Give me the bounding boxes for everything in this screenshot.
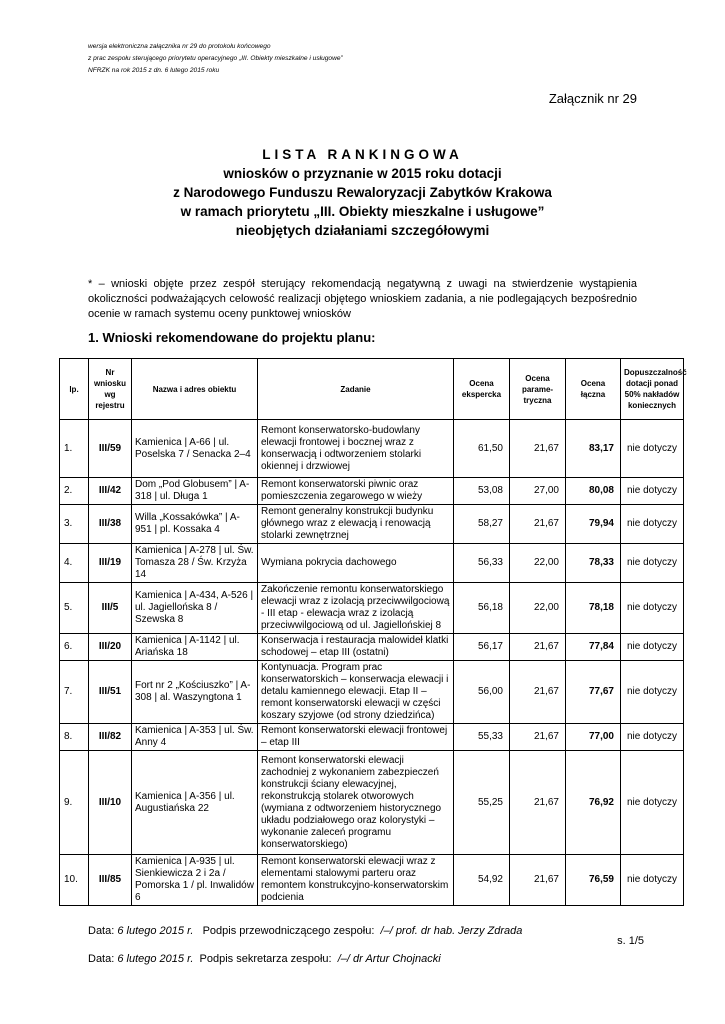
cell-param: 21,67 bbox=[510, 505, 566, 544]
page-number: s. 1/5 bbox=[617, 935, 644, 947]
footer-signature-label-1: Podpis przewodniczącego zespołu: bbox=[202, 925, 375, 937]
table-row bbox=[60, 661, 684, 724]
header-lp: lp. bbox=[60, 359, 89, 420]
cell-name: Kamienica | A-434, A-526 | ul. Jagiellońska 8 / Szewska 8 bbox=[132, 583, 258, 634]
cell-nr: III/19 bbox=[89, 544, 132, 583]
cell-name: Kamienica | A-353 | ul. Św. Anny 4 bbox=[132, 724, 258, 751]
table-row bbox=[60, 505, 684, 544]
cell-allowed: nie dotyczy bbox=[621, 634, 684, 661]
cell-allowed: nie dotyczy bbox=[621, 505, 684, 544]
cell-allowed: nie dotyczy bbox=[621, 544, 684, 583]
cell-expert: 55,25 bbox=[454, 751, 510, 855]
cell-expert: 56,18 bbox=[454, 583, 510, 634]
cell-task: Remont konserwatorski elewacji frontowej – etap III bbox=[258, 724, 454, 751]
footer-date-label-1: Data: bbox=[88, 925, 115, 937]
cell-lp: 1. bbox=[60, 420, 89, 478]
cell-total: 76,92 bbox=[566, 751, 621, 855]
cell-task: Remont generalny konstrukcji budynku głównego wraz z elewacją i renowacją stolarki zewnętrznej bbox=[258, 505, 454, 544]
cell-name: Kamienica | A-66 | ul. Poselska 7 / Senacka 2–4 bbox=[132, 420, 258, 478]
cell-expert: 55,33 bbox=[454, 724, 510, 751]
header-name: Nazwa i adres obiektu bbox=[132, 359, 258, 420]
table-row bbox=[60, 583, 684, 634]
cell-task: Remont konserwatorski piwnic oraz pomieszczenia zegarowego w wieży bbox=[258, 478, 454, 505]
cell-total: 83,17 bbox=[566, 420, 621, 478]
annex-label: Załącznik nr 29 bbox=[548, 91, 637, 106]
footer-line-1 bbox=[88, 925, 522, 937]
table-row bbox=[60, 478, 684, 505]
cell-lp: 8. bbox=[60, 724, 89, 751]
footer-date-label-2: Data: bbox=[88, 953, 115, 965]
cell-task: Remont konserwatorsko-budowlany elewacji frontowej i bocznej wraz z konserwacją i odtworzeniem stolarki okiennej i drzwiowej bbox=[258, 420, 454, 478]
cell-lp: 5. bbox=[60, 583, 89, 634]
cell-nr: III/51 bbox=[89, 661, 132, 724]
cell-name: Kamienica | A-935 | ul. Sienkiewicza 2 i 2a / Pomorska 1 / pl. Inwalidów 6 bbox=[132, 855, 258, 906]
cell-nr: III/82 bbox=[89, 724, 132, 751]
footer-signature-2: /–/ dr Artur Chojnacki bbox=[337, 953, 441, 965]
footnote-paragraph: * – wnioski objęte przez zespół sterujący rekomendacją negatywną z uwagi na stwierdzenie wystąpienia okoliczności podważających celowość realizacji objętego wnioskiem zadania, a nie podlegających bezpośrednio ocenie w ramach systemu oceny punktowej wniosków bbox=[88, 278, 637, 320]
cell-lp: 9. bbox=[60, 751, 89, 855]
cell-name: Kamienica | A-278 | ul. Św. Tomasza 28 / Św. Krzyża 14 bbox=[132, 544, 258, 583]
footer-signature-1: /–/ prof. dr hab. Jerzy Zdrada bbox=[380, 925, 523, 937]
cell-expert: 56,00 bbox=[454, 661, 510, 724]
cell-total: 77,84 bbox=[566, 634, 621, 661]
cell-nr: III/59 bbox=[89, 420, 132, 478]
cell-total: 80,08 bbox=[566, 478, 621, 505]
cell-param: 22,00 bbox=[510, 583, 566, 634]
cell-task: Kontynuacja. Program prac konserwatorskich – konserwacja elewacji i detalu kamiennego elewacji. Etap II – remont konserwatorski elewacji w części koszary szyjowe (od strony dziedzińca) bbox=[258, 661, 454, 724]
cell-expert: 53,08 bbox=[454, 478, 510, 505]
cell-nr: III/42 bbox=[89, 478, 132, 505]
cell-name: Fort nr 2 „Kościuszko” | A-308 | al. Waszyngtona 1 bbox=[132, 661, 258, 724]
cell-param: 27,00 bbox=[510, 478, 566, 505]
cell-param: 21,67 bbox=[510, 724, 566, 751]
header-nr: Nr wniosku wg rejestru bbox=[89, 359, 132, 420]
cell-task: Wymiana pokrycia dachowego bbox=[258, 544, 454, 583]
cell-lp: 6. bbox=[60, 634, 89, 661]
title-line-5: nieobjętych działaniami szczegółowymi bbox=[235, 223, 490, 238]
cell-nr: III/10 bbox=[89, 751, 132, 855]
table-row bbox=[60, 855, 684, 906]
cell-total: 79,94 bbox=[566, 505, 621, 544]
document-title bbox=[88, 145, 637, 240]
table-row bbox=[60, 634, 684, 661]
table-row bbox=[60, 724, 684, 751]
cell-name: Kamienica | A-356 | ul. Augustiańska 22 bbox=[132, 751, 258, 855]
cell-task: Remont konserwatorski elewacji wraz z elementami stalowymi parteru oraz remontem konstrukcyjno-konserwatorskim podcienia bbox=[258, 855, 454, 906]
header-line-2: z prac zespołu sterującego priorytetu operacyjnego „III. Obiekty mieszkalne i usługowe” bbox=[88, 55, 343, 62]
cell-lp: 7. bbox=[60, 661, 89, 724]
cell-nr: III/20 bbox=[89, 634, 132, 661]
cell-name: Kamienica | A-1142 | ul. Ariańska 18 bbox=[132, 634, 258, 661]
header-line-1: wersja elektroniczna załącznika nr 29 do protokołu końcowego bbox=[88, 43, 271, 50]
title-main: LISTA RANKINGOWA bbox=[262, 147, 463, 162]
cell-expert: 58,27 bbox=[454, 505, 510, 544]
section-heading: 1. Wnioski rekomendowane do projektu planu: bbox=[88, 330, 376, 345]
cell-task: Zakończenie remontu konserwatorskiego elewacji wraz z izolacją przeciwwilgociową - III etap - elewacja wraz z izolacją przeciwwilgociową od ul. Jagiellońskiej 8 bbox=[258, 583, 454, 634]
cell-task: Remont konserwatorski elewacji zachodniej z wykonaniem zabezpieczeń konstrukcji ściany elewacyjnej, rekonstrukcją stolarek otworowych (wymiana z odtworzeniem historycznego układu podziałowego oraz kolorystyki – wykonanie zaleceń programu konserwatorskiego) bbox=[258, 751, 454, 855]
header-line-3: NFRZK na rok 2015 z dn. 6 lutego 2015 roku bbox=[88, 67, 220, 74]
table-header-row bbox=[60, 359, 684, 420]
table-row bbox=[60, 751, 684, 855]
footer-signature-label-2: Podpis sekretarza zespołu: bbox=[199, 953, 332, 965]
cell-expert: 56,17 bbox=[454, 634, 510, 661]
cell-lp: 4. bbox=[60, 544, 89, 583]
cell-allowed: nie dotyczy bbox=[621, 478, 684, 505]
cell-name: Dom „Pod Globusem” | A-318 | ul. Długa 1 bbox=[132, 478, 258, 505]
cell-nr: III/38 bbox=[89, 505, 132, 544]
cell-param: 22,00 bbox=[510, 544, 566, 583]
cell-total: 78,18 bbox=[566, 583, 621, 634]
cell-lp: 2. bbox=[60, 478, 89, 505]
footer-date-1: 6 lutego 2015 r. bbox=[117, 925, 194, 937]
cell-name: Willa „Kossakówka” | A-951 | pl. Kossaka 4 bbox=[132, 505, 258, 544]
cell-param: 21,67 bbox=[510, 661, 566, 724]
cell-nr: III/85 bbox=[89, 855, 132, 906]
cell-total: 76,59 bbox=[566, 855, 621, 906]
cell-allowed: nie dotyczy bbox=[621, 724, 684, 751]
cell-allowed: nie dotyczy bbox=[621, 583, 684, 634]
cell-total: 77,67 bbox=[566, 661, 621, 724]
cell-param: 21,67 bbox=[510, 855, 566, 906]
title-line-4: w ramach priorytetu „III. Obiekty mieszkalne i usługowe” bbox=[180, 204, 545, 219]
title-line-2: wniosków o przyznanie w 2015 roku dotacji bbox=[223, 166, 502, 181]
header-param: Ocena parame-tryczna bbox=[510, 359, 566, 420]
header-allowed: Dopuszczalność dotacji ponad 50% nakładów koniecznych bbox=[621, 359, 684, 420]
cell-allowed: nie dotyczy bbox=[621, 661, 684, 724]
header-total: Ocena łączna bbox=[566, 359, 621, 420]
document-header bbox=[88, 41, 343, 77]
cell-allowed: nie dotyczy bbox=[621, 751, 684, 855]
cell-lp: 10. bbox=[60, 855, 89, 906]
cell-param: 21,67 bbox=[510, 634, 566, 661]
table-row bbox=[60, 420, 684, 478]
cell-expert: 61,50 bbox=[454, 420, 510, 478]
header-task: Zadanie bbox=[258, 359, 454, 420]
cell-allowed: nie dotyczy bbox=[621, 420, 684, 478]
table-row bbox=[60, 544, 684, 583]
header-expert: Ocena ekspercka bbox=[454, 359, 510, 420]
footer-date-2: 6 lutego 2015 r. bbox=[117, 953, 194, 965]
cell-allowed: nie dotyczy bbox=[621, 855, 684, 906]
cell-expert: 56,33 bbox=[454, 544, 510, 583]
ranking-table bbox=[59, 358, 687, 906]
cell-nr: III/5 bbox=[89, 583, 132, 634]
title-line-3: z Narodowego Funduszu Rewaloryzacji Zabytków Krakowa bbox=[173, 185, 552, 200]
cell-expert: 54,92 bbox=[454, 855, 510, 906]
cell-total: 77,00 bbox=[566, 724, 621, 751]
cell-task: Konserwacja i restauracja malowideł klatki schodowej – etap III (ostatni) bbox=[258, 634, 454, 661]
footer-line-2 bbox=[88, 953, 441, 965]
cell-total: 78,33 bbox=[566, 544, 621, 583]
cell-param: 21,67 bbox=[510, 420, 566, 478]
cell-lp: 3. bbox=[60, 505, 89, 544]
cell-param: 21,67 bbox=[510, 751, 566, 855]
